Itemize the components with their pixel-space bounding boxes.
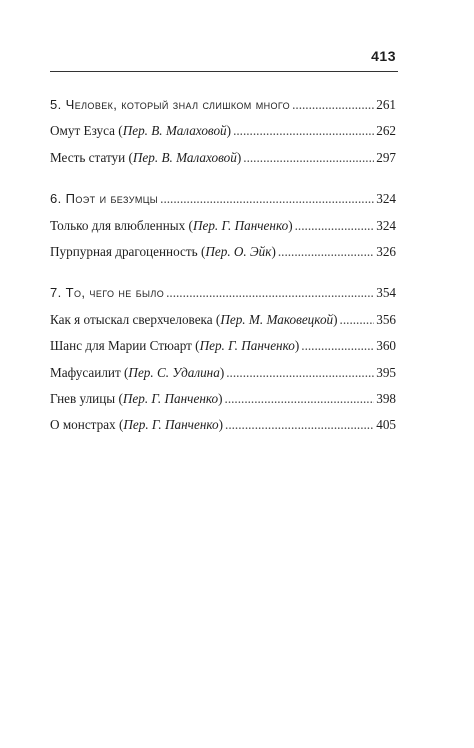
header-rule (50, 71, 398, 72)
entry-translator: Пер. В. Малаховой (132, 149, 237, 165)
entry-translator: Пер. В. Малаховой (122, 123, 227, 139)
dot-leader (243, 145, 374, 171)
toc-entry[interactable] (50, 412, 396, 438)
dot-leader (340, 307, 375, 333)
entry-title: Мафусаилит (Пер. С. Удалина) (50, 364, 225, 380)
entry-translator: Пер. Г. Панченко (122, 391, 219, 407)
section-page: 324 (376, 191, 396, 207)
toc-entry[interactable] (50, 145, 396, 171)
entry-translator: Пер. О. Эйк (205, 244, 272, 260)
toc-entry[interactable] (50, 118, 396, 144)
dot-leader (292, 92, 374, 118)
section-title: 5. Человек, который знал слишком много (50, 97, 291, 112)
dot-leader (166, 280, 374, 306)
toc-entry[interactable] (50, 307, 396, 333)
section-heading[interactable] (50, 186, 396, 212)
dot-leader (160, 186, 374, 212)
toc-entry[interactable] (50, 333, 396, 359)
entry-page: 262 (376, 123, 396, 139)
entry-title: Гнев улицы (Пер. Г. Панченко) (50, 391, 223, 407)
toc-section (50, 186, 396, 265)
dot-leader (233, 118, 374, 144)
dot-leader (226, 360, 374, 386)
page-number: 413 (371, 48, 396, 64)
section-title: 7. То, чего не было (50, 285, 165, 301)
entry-title: Только для влюбленных (Пер. Г. Панченко) (50, 217, 293, 233)
entry-translator: Пер. С. Удалина (128, 364, 220, 380)
toc-entry[interactable] (50, 239, 396, 265)
toc-section (50, 92, 396, 171)
entry-page: 297 (376, 149, 396, 165)
toc-section (50, 280, 396, 438)
entry-translator: Пер. Г. Панченко (192, 217, 289, 233)
entry-translator: Пер. М. Маковецкой (220, 311, 334, 327)
section-heading[interactable] (50, 92, 396, 118)
entry-page: 398 (376, 391, 396, 407)
section-title: 6. Поэт и безумцы (50, 191, 159, 207)
dot-leader (295, 213, 375, 239)
entry-page: 405 (376, 417, 396, 433)
dot-leader (225, 386, 375, 412)
table-of-contents (50, 92, 396, 454)
entry-page: 356 (376, 311, 396, 327)
toc-entry[interactable] (50, 386, 396, 412)
toc-entry[interactable] (50, 360, 396, 386)
entry-title: Шанс для Марии Стюарт (Пер. Г. Панченко) (50, 338, 300, 354)
entry-page: 395 (376, 364, 396, 380)
dot-leader (225, 412, 374, 438)
entry-title: Как я отыскал сверхчеловека (Пер. М. Маковецкой) (50, 311, 338, 327)
toc-entry[interactable] (50, 213, 396, 239)
dot-leader (278, 239, 374, 265)
entry-page: 324 (376, 217, 396, 233)
entry-translator: Пер. Г. Панченко (199, 338, 295, 354)
section-heading[interactable] (50, 280, 396, 306)
section-page: 261 (376, 97, 396, 112)
entry-page: 326 (376, 244, 396, 260)
entry-title: Омут Езуса (Пер. В. Малаховой) (50, 123, 232, 139)
entry-page: 360 (376, 338, 396, 354)
entry-title: Пурпурная драгоценность (Пер. О. Эйк) (50, 244, 276, 260)
dot-leader (301, 333, 374, 359)
section-page: 354 (376, 285, 396, 301)
entry-translator: Пер. Г. Панченко (123, 417, 219, 433)
entry-title: О монстрах (Пер. Г. Панченко) (50, 417, 224, 433)
entry-title: Месть статуи (Пер. В. Малаховой) (50, 149, 242, 165)
